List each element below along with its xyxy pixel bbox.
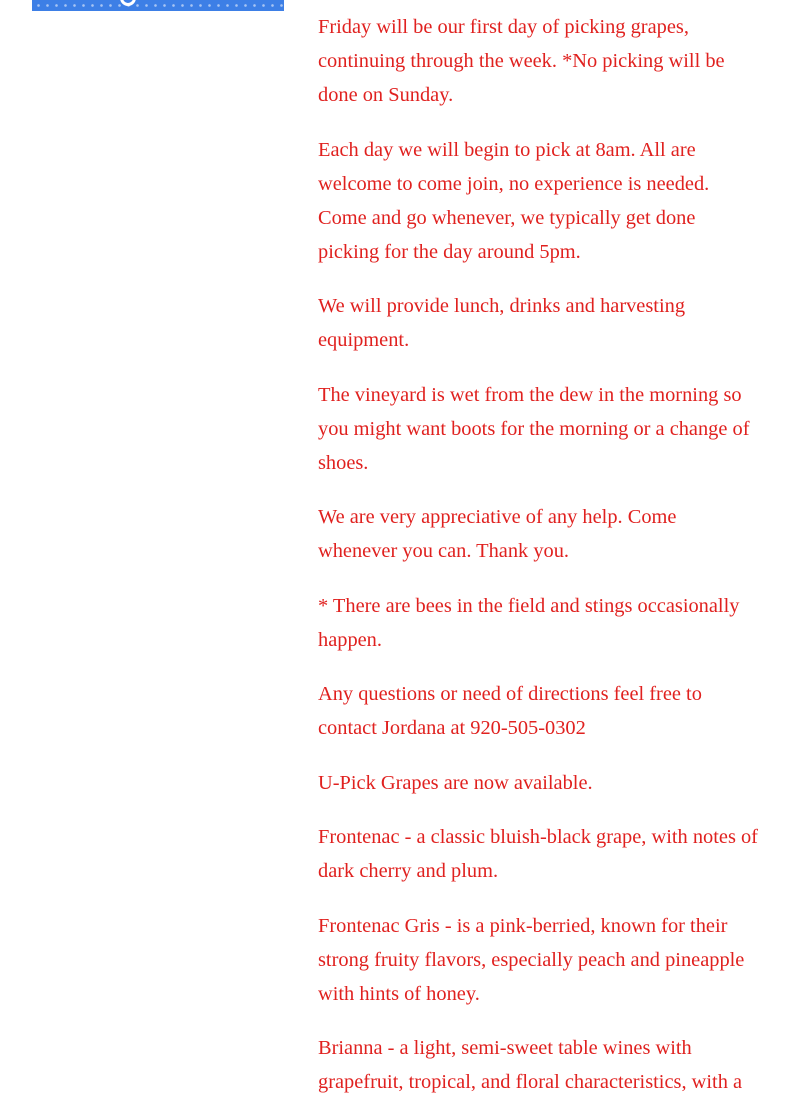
paragraph-bees-warning: * There are bees in the field and stings occasionally happen. [318, 594, 740, 651]
sidebar-banner-image[interactable] [32, 0, 284, 11]
paragraph-upick-available: U-Pick Grapes are now available. [318, 771, 593, 794]
paragraph-daily-hours: Each day we will begin to pick at 8am. All are welcome to come join, no experience is needed. Come and go whenever, we typically get done picking for the day around 5pm. [318, 138, 710, 263]
paragraph-frontenac-gris: Frontenac Gris - is a pink-berried, known for their strong fruity flavors, especially peach and pineapple with hints of honey. [318, 914, 745, 1005]
paragraph-frontenac: Frontenac - a classic bluish-black grape, with notes of dark cherry and plum. [318, 826, 758, 882]
paragraph-brianna: Brianna - a light, semi-sweet table wines with grapefruit, tropical, and floral characteristics, with a [318, 1037, 743, 1093]
paragraph-picking-start: Friday will be our first day of picking grapes, continuing through the week. *No picking will be done on Sunday. [318, 16, 725, 106]
paragraph-contact: Any questions or need of directions feel free to contact Jordana at 920-505-0302 [318, 683, 702, 739]
banner-graphic-icon [120, 0, 136, 6]
article-body [318, 10, 758, 1105]
paragraph-footwear: The vineyard is wet from the dew in the morning so you might want boots for the morning or a change of shoes. [318, 383, 750, 474]
paragraph-thanks: We are very appreciative of any help. Come whenever you can. Thank you. [318, 506, 677, 562]
paragraph-provisions: We will provide lunch, drinks and harvesting equipment. [318, 295, 686, 351]
